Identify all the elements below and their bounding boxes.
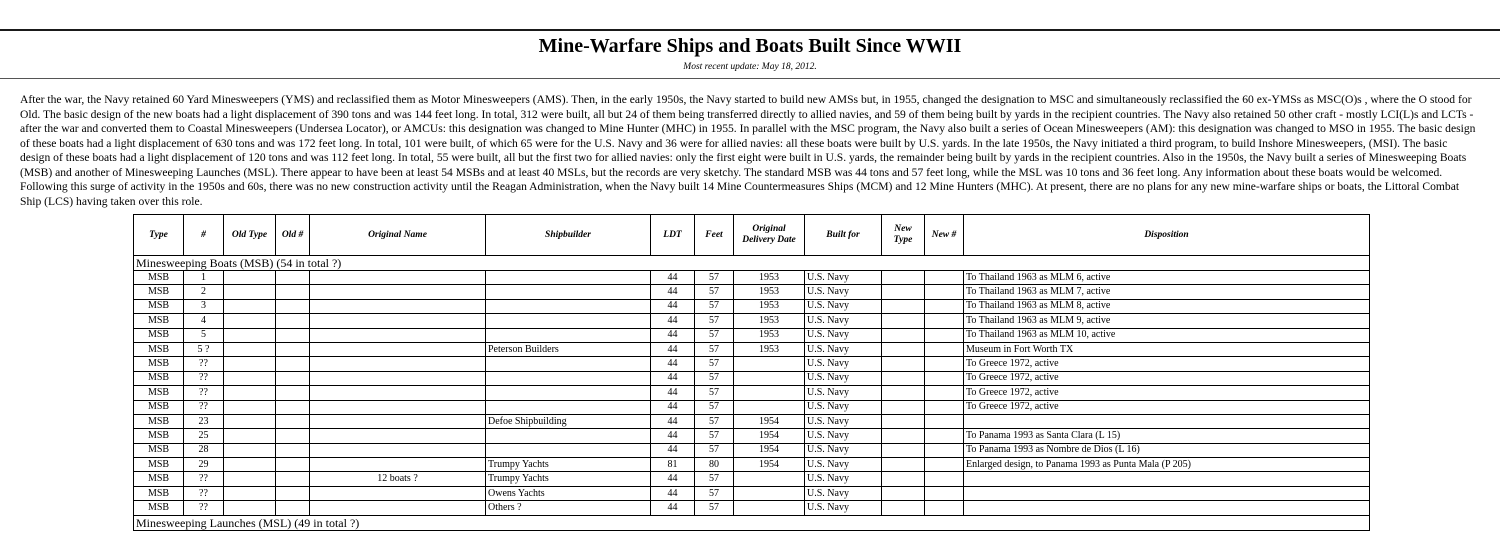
cell-feet: 57 [695, 328, 734, 342]
table-row [134, 342, 1370, 356]
table-row [134, 371, 1370, 385]
cell-type: MSB [134, 472, 184, 486]
cell-type: MSB [134, 271, 184, 285]
cell-old-number [276, 501, 310, 515]
cell-new-number [925, 314, 964, 328]
ships-table [133, 214, 1370, 531]
cell-new-type [882, 501, 925, 515]
cell-delivery-date: 1953 [734, 285, 805, 299]
table-row [134, 314, 1370, 328]
cell-type: MSB [134, 314, 184, 328]
col-header-delivery-line2: Delivery Date [742, 235, 796, 245]
cell-new-type [882, 400, 925, 414]
cell-ldt: 44 [651, 371, 695, 385]
cell-type: MSB [134, 342, 184, 356]
table-row [134, 400, 1370, 414]
cell-new-type [882, 314, 925, 328]
col-header-disposition: Disposition [964, 215, 1370, 256]
col-header-shipbuilder: Shipbuilder [486, 215, 651, 256]
cell-delivery-date: 1954 [734, 443, 805, 457]
cell-ldt: 44 [651, 400, 695, 414]
cell-built-for: U.S. Navy [805, 472, 882, 486]
cell-delivery-date [734, 486, 805, 500]
cell-delivery-date [734, 400, 805, 414]
cell-built-for: U.S. Navy [805, 328, 882, 342]
cell-feet: 57 [695, 429, 734, 443]
section-row-msb [134, 256, 1370, 271]
cell-built-for: U.S. Navy [805, 501, 882, 515]
cell-shipbuilder: Defoe Shipbuilding [486, 414, 651, 428]
cell-ldt: 44 [651, 357, 695, 371]
cell-type: MSB [134, 429, 184, 443]
table-row [134, 501, 1370, 515]
cell-number: 4 [184, 314, 224, 328]
cell-new-type [882, 299, 925, 313]
cell-original-name [310, 414, 486, 428]
cell-ldt: 44 [651, 314, 695, 328]
cell-new-number [925, 414, 964, 428]
cell-feet: 57 [695, 414, 734, 428]
cell-delivery-date [734, 501, 805, 515]
cell-shipbuilder [486, 357, 651, 371]
table-row [134, 472, 1370, 486]
cell-original-name [310, 371, 486, 385]
cell-number: 3 [184, 299, 224, 313]
cell-new-number [925, 357, 964, 371]
cell-delivery-date: 1953 [734, 299, 805, 313]
cell-delivery-date [734, 472, 805, 486]
cell-original-name [310, 458, 486, 472]
cell-new-type [882, 271, 925, 285]
cell-disposition [964, 472, 1370, 486]
table-row [134, 271, 1370, 285]
cell-new-type [882, 443, 925, 457]
cell-new-number [925, 501, 964, 515]
cell-type: MSB [134, 386, 184, 400]
cell-new-number [925, 299, 964, 313]
cell-original-name: 12 boats ? [310, 472, 486, 486]
cell-number: 23 [184, 414, 224, 428]
cell-built-for: U.S. Navy [805, 400, 882, 414]
cell-original-name [310, 501, 486, 515]
cell-disposition [964, 501, 1370, 515]
cell-new-type [882, 414, 925, 428]
cell-old-type [224, 414, 276, 428]
cell-new-type [882, 429, 925, 443]
cell-ldt: 44 [651, 328, 695, 342]
cell-delivery-date: 1953 [734, 342, 805, 356]
cell-number: 29 [184, 458, 224, 472]
cell-new-number [925, 458, 964, 472]
cell-old-number [276, 400, 310, 414]
cell-disposition: To Thailand 1963 as MLM 7, active [964, 285, 1370, 299]
table-row [134, 299, 1370, 313]
cell-feet: 80 [695, 458, 734, 472]
cell-ldt: 44 [651, 429, 695, 443]
col-header-new-number: New # [925, 215, 964, 256]
cell-shipbuilder [486, 371, 651, 385]
table-row [134, 328, 1370, 342]
cell-disposition: To Panama 1993 as Santa Clara (L 15) [964, 429, 1370, 443]
cell-number: ?? [184, 386, 224, 400]
cell-feet: 57 [695, 285, 734, 299]
cell-feet: 57 [695, 400, 734, 414]
cell-built-for: U.S. Navy [805, 342, 882, 356]
cell-type: MSB [134, 501, 184, 515]
cell-old-type [224, 486, 276, 500]
cell-new-type [882, 357, 925, 371]
cell-old-number [276, 429, 310, 443]
cell-ldt: 44 [651, 386, 695, 400]
cell-ldt: 44 [651, 501, 695, 515]
cell-original-name [310, 429, 486, 443]
cell-built-for: U.S. Navy [805, 357, 882, 371]
cell-new-number [925, 285, 964, 299]
cell-type: MSB [134, 400, 184, 414]
col-header-ldt: LDT [651, 215, 695, 256]
cell-built-for: U.S. Navy [805, 371, 882, 385]
cell-number: ?? [184, 400, 224, 414]
cell-shipbuilder [486, 386, 651, 400]
table-row [134, 414, 1370, 428]
cell-feet: 57 [695, 342, 734, 356]
cell-delivery-date [734, 386, 805, 400]
cell-number: 28 [184, 443, 224, 457]
cell-shipbuilder: Trumpy Yachts [486, 472, 651, 486]
cell-new-number [925, 271, 964, 285]
cell-old-number [276, 414, 310, 428]
cell-old-number [276, 386, 310, 400]
cell-number: ?? [184, 501, 224, 515]
cell-type: MSB [134, 443, 184, 457]
col-header-new-type-line1: New [894, 224, 912, 234]
cell-old-type [224, 271, 276, 285]
cell-type: MSB [134, 357, 184, 371]
cell-old-type [224, 371, 276, 385]
cell-feet: 57 [695, 314, 734, 328]
cell-number: 2 [184, 285, 224, 299]
cell-built-for: U.S. Navy [805, 271, 882, 285]
table-header-row [134, 215, 1370, 256]
cell-disposition [964, 486, 1370, 500]
col-header-new-type-line2: Type [893, 235, 913, 245]
cell-old-type [224, 328, 276, 342]
cell-old-number [276, 472, 310, 486]
cell-new-type [882, 342, 925, 356]
cell-original-name [310, 314, 486, 328]
cell-ldt: 44 [651, 414, 695, 428]
col-header-new-type [882, 215, 925, 256]
cell-feet: 57 [695, 472, 734, 486]
cell-built-for: U.S. Navy [805, 314, 882, 328]
cell-old-number [276, 299, 310, 313]
cell-ldt: 44 [651, 486, 695, 500]
cell-old-type [224, 429, 276, 443]
col-header-delivery-date [734, 215, 805, 256]
cell-delivery-date: 1954 [734, 429, 805, 443]
cell-disposition: To Greece 1972, active [964, 400, 1370, 414]
col-header-original-name: Original Name [310, 215, 486, 256]
cell-original-name [310, 299, 486, 313]
cell-disposition: To Greece 1972, active [964, 357, 1370, 371]
cell-original-name [310, 357, 486, 371]
col-header-type: Type [134, 215, 184, 256]
col-header-number: # [184, 215, 224, 256]
cell-shipbuilder [486, 443, 651, 457]
cell-type: MSB [134, 486, 184, 500]
col-header-feet: Feet [695, 215, 734, 256]
cell-old-number [276, 328, 310, 342]
cell-new-number [925, 472, 964, 486]
cell-type: MSB [134, 299, 184, 313]
cell-delivery-date [734, 371, 805, 385]
col-header-old-type: Old Type [224, 215, 276, 256]
cell-disposition: To Thailand 1963 as MLM 9, active [964, 314, 1370, 328]
table-row [134, 443, 1370, 457]
cell-ldt: 81 [651, 458, 695, 472]
cell-shipbuilder: Peterson Builders [486, 342, 651, 356]
cell-delivery-date: 1953 [734, 328, 805, 342]
cell-new-number [925, 486, 964, 500]
cell-built-for: U.S. Navy [805, 285, 882, 299]
col-header-old-number: Old # [276, 215, 310, 256]
cell-disposition: To Panama 1993 as Nombre de Dios (L 16) [964, 443, 1370, 457]
cell-built-for: U.S. Navy [805, 486, 882, 500]
cell-delivery-date: 1953 [734, 271, 805, 285]
cell-shipbuilder [486, 299, 651, 313]
cell-type: MSB [134, 328, 184, 342]
page-title: Mine-Warfare Ships and Boats Built Since WWII [538, 35, 962, 57]
cell-delivery-date: 1954 [734, 458, 805, 472]
cell-old-type [224, 458, 276, 472]
cell-new-type [882, 371, 925, 385]
cell-new-type [882, 486, 925, 500]
cell-original-name [310, 386, 486, 400]
cell-feet: 57 [695, 357, 734, 371]
cell-old-number [276, 443, 310, 457]
cell-old-number [276, 357, 310, 371]
cell-disposition: To Thailand 1963 as MLM 10, active [964, 328, 1370, 342]
cell-new-number [925, 371, 964, 385]
cell-ldt: 44 [651, 285, 695, 299]
cell-old-number [276, 271, 310, 285]
cell-feet: 57 [695, 486, 734, 500]
cell-ldt: 44 [651, 271, 695, 285]
cell-shipbuilder [486, 271, 651, 285]
cell-new-type [882, 458, 925, 472]
cell-disposition: To Greece 1972, active [964, 386, 1370, 400]
section-title-msl: Minesweeping Launches (MSL) (49 in total ?) [134, 515, 1370, 530]
table-row [134, 458, 1370, 472]
cell-old-type [224, 443, 276, 457]
cell-old-type [224, 501, 276, 515]
cell-number: ?? [184, 357, 224, 371]
cell-new-type [882, 472, 925, 486]
cell-ldt: 44 [651, 443, 695, 457]
cell-new-number [925, 342, 964, 356]
cell-shipbuilder: Trumpy Yachts [486, 458, 651, 472]
cell-disposition [964, 414, 1370, 428]
top-rule [0, 29, 1500, 31]
cell-shipbuilder: Others ? [486, 501, 651, 515]
cell-shipbuilder [486, 400, 651, 414]
cell-feet: 57 [695, 371, 734, 385]
cell-old-number [276, 458, 310, 472]
cell-shipbuilder [486, 328, 651, 342]
table-row [134, 429, 1370, 443]
cell-ldt: 44 [651, 299, 695, 313]
cell-old-type [224, 314, 276, 328]
cell-new-type [882, 285, 925, 299]
cell-new-type [882, 386, 925, 400]
cell-shipbuilder [486, 429, 651, 443]
cell-original-name [310, 443, 486, 457]
cell-delivery-date: 1953 [734, 314, 805, 328]
cell-feet: 57 [695, 443, 734, 457]
cell-old-number [276, 314, 310, 328]
cell-new-number [925, 328, 964, 342]
cell-original-name [310, 342, 486, 356]
cell-old-number [276, 486, 310, 500]
cell-delivery-date: 1954 [734, 414, 805, 428]
cell-number: 5 [184, 328, 224, 342]
cell-original-name [310, 271, 486, 285]
table-row [134, 486, 1370, 500]
table-row [134, 386, 1370, 400]
cell-new-number [925, 400, 964, 414]
cell-feet: 57 [695, 386, 734, 400]
cell-ldt: 44 [651, 472, 695, 486]
section-title-msb: Minesweeping Boats (MSB) (54 in total ?) [134, 256, 1370, 271]
cell-disposition: Museum in Fort Worth TX [964, 342, 1370, 356]
cell-old-type [224, 472, 276, 486]
cell-delivery-date [734, 357, 805, 371]
cell-original-name [310, 486, 486, 500]
cell-original-name [310, 285, 486, 299]
cell-type: MSB [134, 371, 184, 385]
section-row-msl [134, 515, 1370, 530]
cell-new-number [925, 443, 964, 457]
cell-feet: 57 [695, 501, 734, 515]
cell-new-type [882, 328, 925, 342]
cell-old-type [224, 400, 276, 414]
cell-feet: 57 [695, 271, 734, 285]
cell-new-number [925, 386, 964, 400]
cell-feet: 57 [695, 299, 734, 313]
cell-built-for: U.S. Navy [805, 299, 882, 313]
update-date: Most recent update: May 18, 2012. [683, 62, 817, 72]
col-header-delivery-line1: Original [752, 224, 786, 234]
cell-built-for: U.S. Navy [805, 429, 882, 443]
cell-number: ?? [184, 486, 224, 500]
cell-number: 1 [184, 271, 224, 285]
cell-old-type [224, 285, 276, 299]
cell-type: MSB [134, 285, 184, 299]
cell-disposition: Enlarged design, to Panama 1993 as Punta Mala (P 205) [964, 458, 1370, 472]
cell-original-name [310, 328, 486, 342]
cell-type: MSB [134, 458, 184, 472]
cell-type: MSB [134, 414, 184, 428]
cell-number: 25 [184, 429, 224, 443]
cell-built-for: U.S. Navy [805, 443, 882, 457]
cell-shipbuilder [486, 314, 651, 328]
cell-built-for: U.S. Navy [805, 414, 882, 428]
col-header-built-for: Built for [805, 215, 882, 256]
table-row [134, 357, 1370, 371]
header-rule [0, 78, 1500, 79]
cell-ldt: 44 [651, 342, 695, 356]
cell-old-type [224, 386, 276, 400]
cell-old-number [276, 285, 310, 299]
cell-old-number [276, 371, 310, 385]
cell-old-type [224, 357, 276, 371]
cell-number: 5 ? [184, 342, 224, 356]
cell-disposition: To Thailand 1963 as MLM 6, active [964, 271, 1370, 285]
cell-old-type [224, 299, 276, 313]
cell-old-type [224, 342, 276, 356]
intro-paragraph: After the war, the Navy retained 60 Yard Minesweepers (YMS) and reclassified them as Motor Minesweepers (AMS). Then, in the early 1950s, the Navy started to build new AMSs but, in 1955, changed the designation to MSC and simultaneously reclassified the 60 ex-YMSs as MSC(O)s , where the O stood for Old. The basic design of the new boats had a light displacement of 390 tons and was 144 feet long. In total, 312 were built, all but 24 of them being transferred directly to allied navies, and 59 of them being built by yards in the recipient countries. The Navy also retained 50 other craft - mostly LCI(L)s and LCTs - after the war and converted them to Coastal Minesweepers (Undersea Locator), or AMCUs: this designation was changed to Mine Hunter (MHC) in 1955. In parallel with the MSC program, the Navy also built a series of Ocean Minesweepers (AM): this designation was changed to MSO in 1955. The basic design of these boats had a light displacement of 630 tons and was 172 feet long. In total, 101 were built, of which 65 were for the U.S. Navy and 36 were for allied navies: all these boats were built by U.S. yards. In the late 1950s, the Navy initiated a third program, to build Inshore Minesweepers, (MSI). The basic design of these boats had a light displacement of 120 tons and was 112 feet long. In total, 55 were built, all but the first two for allied navies: only the first eight were built in U.S. yards, the remainder being built by yards in the recipient countries. Also in the 1950s, the Navy built a series of Minesweeping Boats (MSB) and another of Minesweeping Launches (MSL). There appear to have been at least 54 MSBs and at least 40 MSLs, but the records are very sketchy. The standard MSB was 44 tons and 57 feet long, while the MSL was 10 tons and 36 feet long. Any information about these boats would be welcomed. Following this surge of activity in the 1950s and 60s, there was no new construction activity until the Reagan Administration, when the Navy built 14 Mine Countermeasures Ships (MCM) and 12 Mine Hunters (MHC). At present, there are no plans for any new mine-warfare ships or boats, the Littoral Combat Ship (LCS) having taken over this role. [20, 93, 1476, 208]
cell-built-for: U.S. Navy [805, 386, 882, 400]
cell-built-for: U.S. Navy [805, 458, 882, 472]
cell-disposition: To Thailand 1963 as MLM 8, active [964, 299, 1370, 313]
cell-shipbuilder [486, 285, 651, 299]
cell-new-number [925, 429, 964, 443]
cell-number: ?? [184, 472, 224, 486]
cell-original-name [310, 400, 486, 414]
table-row [134, 285, 1370, 299]
cell-shipbuilder: Owens Yachts [486, 486, 651, 500]
cell-disposition: To Greece 1972, active [964, 371, 1370, 385]
cell-number: ?? [184, 371, 224, 385]
cell-old-number [276, 342, 310, 356]
